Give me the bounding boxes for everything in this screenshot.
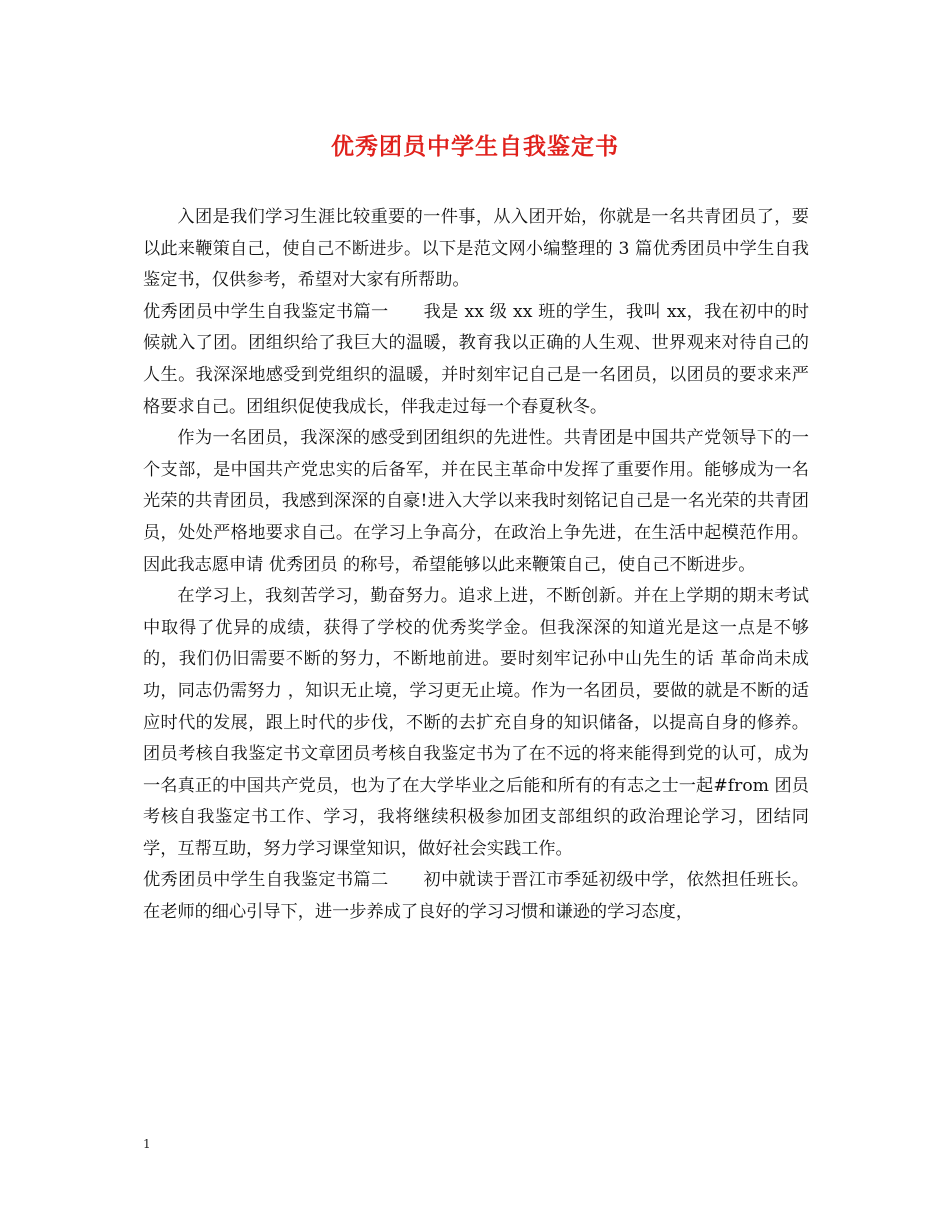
paragraph-study: 在学习上，我刻苦学习，勤奋努力。追求上进，不断创新。并在上学期的期末考试中取得了优异的成绩，获得了学校的优秀奖学金。但我深深的知道光是这一点是不够的，我们仍旧需要不断的努力，不断地前进。要时刻牢记孙中山先生的话 革命尚未成功，同志仍需努力 ，知识无止境，学习更无止境。作为一名团员，要做的就是不断的适应时代的发展，跟上时代的步伐，不断的去扩充自身的知识储备，以提高自身的修养。团员考核自我鉴定书文章团员考核自我鉴定书为了在不远的将来能得到党的认可，成为一名真正的中国共产党员，也为了在大学毕业之后能和所有的有志之士一起#from 团员考核自我鉴定书工作、学习，我将继续积极参加团支部组织的政治理论学习，团结同学，互帮互助，努力学习课堂知识，做好社会实践工作。 xyxy=(143,586,809,859)
paragraph-intro: 入团是我们学习生涯比较重要的一件事，从入团开始，你就是一名共青团员了，要以此来鞭策自己，使自己不断进步。以下是范文网小编整理的 3 篇优秀团员中学生自我鉴定书，仅供参考，希望对大家有所帮助。 xyxy=(143,207,809,291)
page-number: 1 xyxy=(143,1137,151,1151)
paragraph-section-one: 优秀团员中学生自我鉴定书篇一 我是 xx 级 xx 班的学生，我叫 xx，我在初中的时候就入了团。团组织给了我巨大的温暖，教育我以正确的人生观、世界观来对待自己的人生。我深深地感受到党组织的温暖，并时刻牢记自己是一名团员，以团员的要求来严格要求自己。团组织促使我成长，伴我走过每一个春夏秋冬。 xyxy=(143,301,809,417)
document-title: 优秀团员中学生自我鉴定书 xyxy=(331,133,619,160)
paragraph-section-two: 优秀团员中学生自我鉴定书篇二 初中就读于晋江市季延初级中学，依然担任班长。在老师的细心引导下，进一步养成了良好的学习习惯和谦逊的学习态度， xyxy=(143,870,809,923)
paragraph-advancement: 作为一名团员，我深深的感受到团组织的先进性。共青团是中国共产党领导下的一个支部，是中国共产党忠实的后备军，并在民主革命中发挥了重要作用。能够成为一名光荣的共青团员，我感到深深的自豪!进入大学以来我时刻铭记自己是一名光荣的共青团员，处处严格地要求自己。在学习上争高分，在政治上争先进，在生活中起模范作用。因此我志愿申请 优秀团员 的称号，希望能够以此来鞭策自己，使自己不断进步。 xyxy=(143,428,809,575)
document-body xyxy=(143,202,809,929)
